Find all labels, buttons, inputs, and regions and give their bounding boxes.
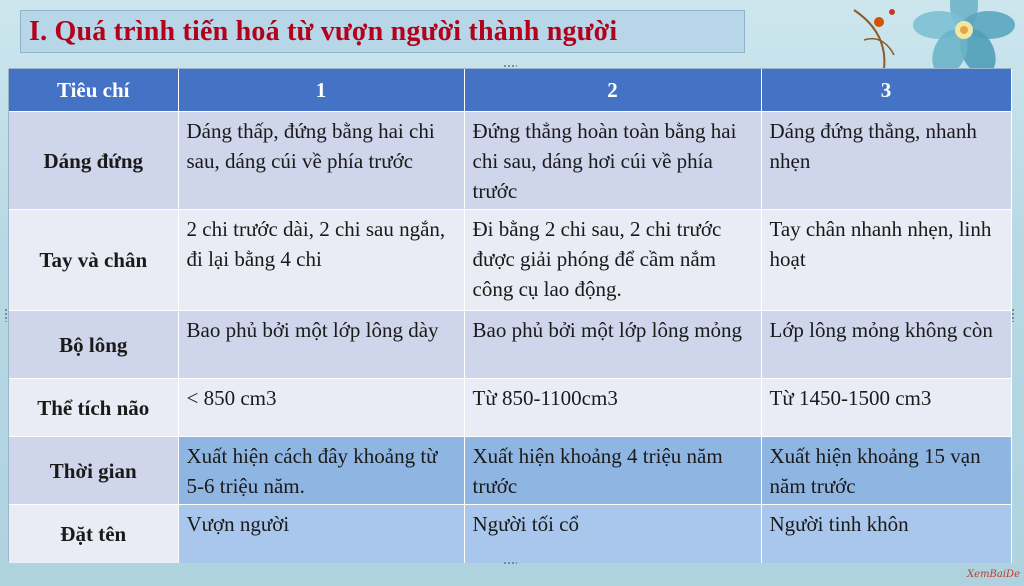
- header-stage-1: 1: [178, 69, 464, 112]
- row-criterion: Thời gian: [9, 437, 178, 505]
- table-cell: Lớp lông mỏng không còn: [761, 311, 1011, 379]
- row-criterion: Dáng đứng: [9, 112, 178, 210]
- table-row: [9, 379, 1011, 437]
- resize-handle-left[interactable]: [4, 308, 8, 322]
- table-cell: 2 chi trước dài, 2 chi sau ngắn, đi lại bằng 4 chi: [178, 210, 464, 311]
- table-cell: Từ 850-1100cm3: [464, 379, 761, 437]
- table-header-row: [9, 69, 1011, 112]
- table-cell: Xuất hiện khoảng 15 vạn năm trước: [761, 437, 1011, 505]
- table-cell: Dáng thấp, đứng bằng hai chi sau, dáng cúi về phía trước: [178, 112, 464, 210]
- table-row: [9, 311, 1011, 379]
- watermark-logo: XemBaiDe: [967, 569, 1020, 580]
- table-cell: Xuất hiện cách đây khoảng từ 5-6 triệu năm.: [178, 437, 464, 505]
- table-cell: < 850 cm3: [178, 379, 464, 437]
- title-box: [20, 10, 745, 53]
- table-cell: Từ 1450-1500 cm3: [761, 379, 1011, 437]
- header-criterion: Tiêu chí: [9, 69, 178, 112]
- table-cell: Vượn người: [178, 505, 464, 563]
- row-criterion: Thể tích não: [9, 379, 178, 437]
- table-cell: Xuất hiện khoảng 4 triệu năm trước: [464, 437, 761, 505]
- header-stage-3: 3: [761, 69, 1011, 112]
- header-stage-2: 2: [464, 69, 761, 112]
- row-criterion: Đặt tên: [9, 505, 178, 563]
- table-row: [9, 112, 1011, 210]
- resize-handle-top[interactable]: [503, 64, 517, 68]
- evolution-table: [9, 69, 1012, 563]
- table-cell: Người tối cổ: [464, 505, 761, 563]
- table-cell: Bao phủ bởi một lớp lông dày: [178, 311, 464, 379]
- row-criterion: Tay và chân: [9, 210, 178, 311]
- table-cell: Đứng thẳng hoàn toàn bằng hai chi sau, dáng hơi cúi về phía trước: [464, 112, 761, 210]
- row-criterion: Bộ lông: [9, 311, 178, 379]
- resize-handle-right[interactable]: [1011, 308, 1015, 322]
- comparison-table: [8, 68, 1012, 562]
- table-cell: Người tinh khôn: [761, 505, 1011, 563]
- table-row: [9, 505, 1011, 563]
- resize-handle-bottom[interactable]: [503, 561, 517, 565]
- table-cell: Bao phủ bởi một lớp lông mỏng: [464, 311, 761, 379]
- table-cell: Tay chân nhanh nhẹn, linh hoạt: [761, 210, 1011, 311]
- table-row: [9, 437, 1011, 505]
- table-row: [9, 210, 1011, 311]
- table-cell: Đi bằng 2 chi sau, 2 chi trước được giải phóng để cầm nắm công cụ lao động.: [464, 210, 761, 311]
- page-title: I. Quá trình tiến hoá từ vượn người thành người: [29, 15, 618, 47]
- table-cell: Dáng đứng thẳng, nhanh nhẹn: [761, 112, 1011, 210]
